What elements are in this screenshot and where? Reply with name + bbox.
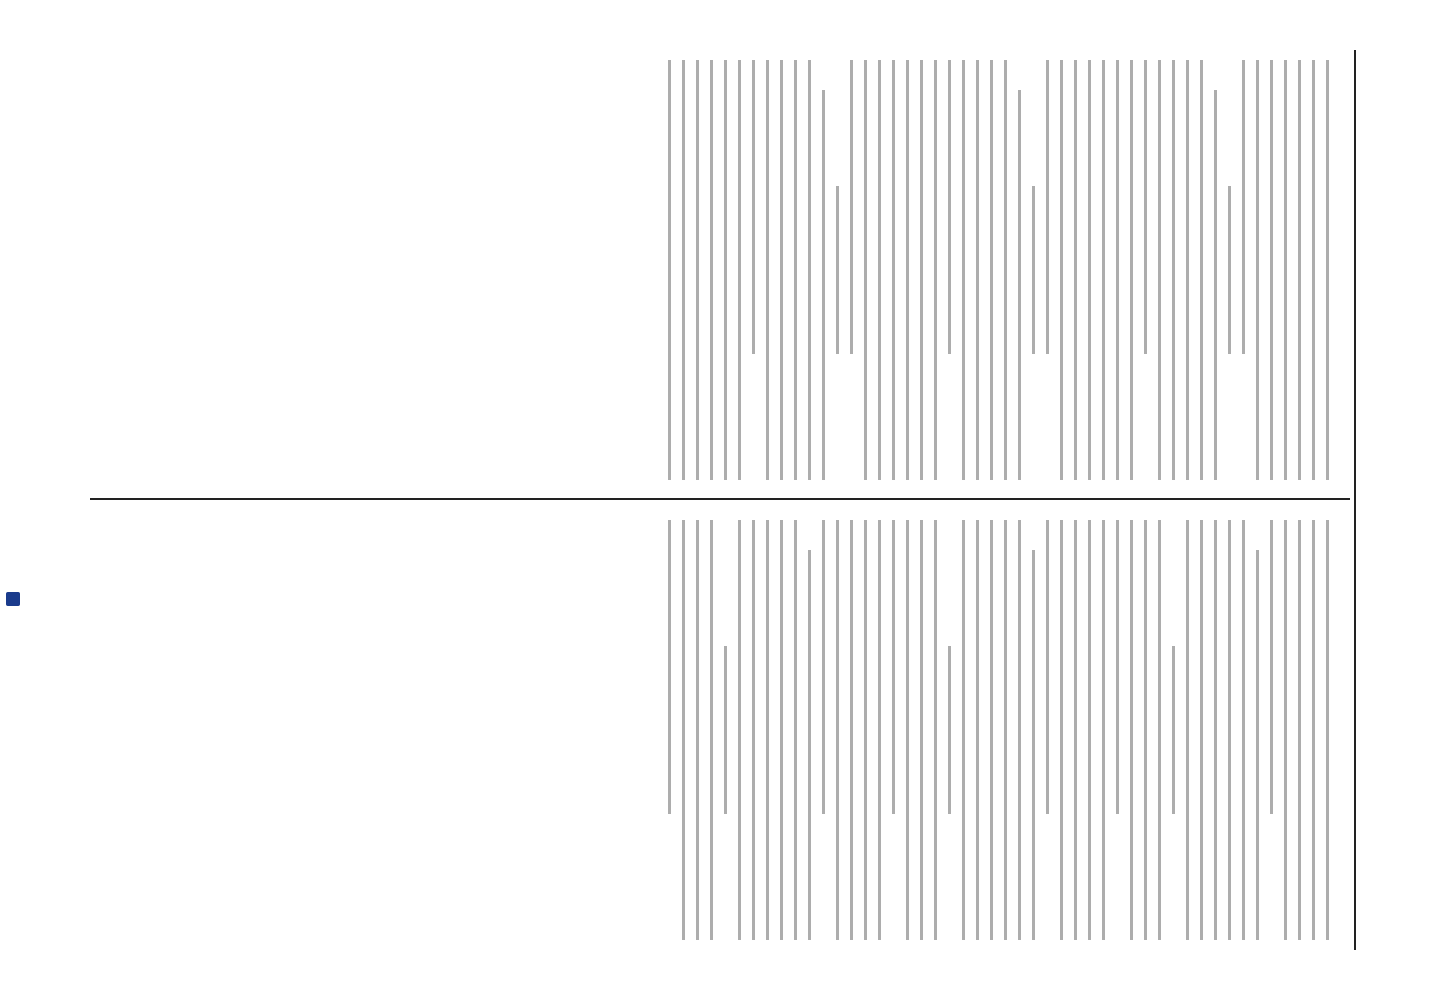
text-line bbox=[822, 90, 825, 480]
text-line bbox=[780, 520, 783, 940]
text-line bbox=[1074, 520, 1077, 940]
text-line bbox=[1172, 60, 1175, 480]
text-line bbox=[1200, 520, 1203, 940]
column-right-illegible-lines bbox=[668, 520, 1329, 940]
text-line bbox=[1032, 186, 1035, 354]
text-line bbox=[724, 60, 727, 480]
text-line bbox=[1228, 520, 1231, 940]
text-line bbox=[920, 520, 923, 940]
text-line bbox=[668, 60, 671, 480]
text-line bbox=[1116, 60, 1119, 480]
text-line bbox=[1116, 520, 1119, 814]
text-line bbox=[738, 520, 741, 940]
text-line bbox=[794, 60, 797, 480]
text-line bbox=[934, 520, 937, 940]
text-line bbox=[906, 60, 909, 480]
header-rule bbox=[1354, 50, 1356, 950]
text-line bbox=[1228, 186, 1231, 354]
text-line bbox=[1312, 520, 1315, 940]
text-line bbox=[990, 520, 993, 940]
text-line bbox=[1144, 520, 1147, 940]
text-line bbox=[1270, 520, 1273, 814]
text-line bbox=[1298, 60, 1301, 480]
text-line bbox=[878, 520, 881, 940]
text-line bbox=[794, 520, 797, 940]
text-line bbox=[948, 60, 951, 354]
text-column-left bbox=[90, 60, 1340, 480]
text-column-right bbox=[90, 520, 1340, 940]
text-line bbox=[696, 520, 699, 940]
text-line bbox=[1242, 60, 1245, 354]
text-line bbox=[1256, 550, 1259, 940]
text-line bbox=[1326, 520, 1329, 940]
text-line bbox=[1200, 60, 1203, 480]
text-line bbox=[808, 60, 811, 480]
text-line bbox=[1004, 520, 1007, 940]
text-line bbox=[1046, 520, 1049, 814]
text-line bbox=[962, 520, 965, 940]
text-line bbox=[976, 520, 979, 940]
column-left-illegible-lines bbox=[668, 60, 1329, 480]
text-line bbox=[1270, 60, 1273, 480]
text-line bbox=[1046, 60, 1049, 354]
text-line bbox=[752, 520, 755, 940]
text-line bbox=[1284, 60, 1287, 480]
text-line bbox=[836, 186, 839, 354]
text-line bbox=[682, 60, 685, 480]
text-line bbox=[836, 520, 839, 940]
text-line bbox=[1298, 520, 1301, 940]
text-line bbox=[1060, 520, 1063, 940]
text-line bbox=[864, 60, 867, 480]
text-line bbox=[1172, 646, 1175, 814]
text-line bbox=[976, 60, 979, 480]
text-line bbox=[1074, 60, 1077, 480]
scanned-page bbox=[70, 50, 1400, 950]
text-line bbox=[850, 60, 853, 354]
text-line bbox=[1312, 60, 1315, 480]
text-line bbox=[948, 646, 951, 814]
text-line bbox=[906, 520, 909, 940]
text-line bbox=[1158, 60, 1161, 480]
text-line bbox=[920, 60, 923, 480]
text-line bbox=[822, 520, 825, 814]
text-line bbox=[892, 520, 895, 814]
text-line bbox=[1004, 60, 1007, 480]
text-line bbox=[1102, 520, 1105, 940]
text-line bbox=[864, 520, 867, 940]
text-line bbox=[1242, 520, 1245, 940]
text-line bbox=[1060, 60, 1063, 480]
text-line bbox=[780, 60, 783, 480]
text-line bbox=[668, 520, 671, 814]
text-line bbox=[724, 646, 727, 814]
column-divider bbox=[90, 498, 1350, 500]
text-line bbox=[934, 60, 937, 480]
text-line bbox=[766, 60, 769, 480]
text-line bbox=[1144, 60, 1147, 354]
text-line bbox=[710, 60, 713, 480]
text-line bbox=[962, 60, 965, 480]
text-line bbox=[1214, 90, 1217, 480]
text-line bbox=[1088, 520, 1091, 940]
text-line bbox=[1326, 60, 1329, 480]
text-line bbox=[1032, 550, 1035, 940]
text-line bbox=[1256, 60, 1259, 480]
text-line bbox=[1214, 520, 1217, 940]
page-header bbox=[1360, 50, 1400, 950]
text-line bbox=[1186, 60, 1189, 480]
text-line bbox=[892, 60, 895, 480]
text-line bbox=[1284, 520, 1287, 940]
text-line bbox=[682, 520, 685, 940]
text-line bbox=[738, 60, 741, 480]
text-line bbox=[766, 520, 769, 940]
text-line bbox=[1130, 520, 1133, 940]
dfg-logo-icon bbox=[6, 592, 20, 606]
text-line bbox=[1102, 60, 1105, 480]
text-line bbox=[1158, 520, 1161, 940]
footer bbox=[4, 610, 24, 1000]
text-line bbox=[808, 550, 811, 940]
text-line bbox=[878, 60, 881, 480]
text-line bbox=[1186, 520, 1189, 940]
text-line bbox=[710, 520, 713, 940]
text-line bbox=[1018, 520, 1021, 940]
text-line bbox=[990, 60, 993, 480]
text-line bbox=[1018, 90, 1021, 480]
text-line bbox=[1130, 60, 1133, 480]
text-line bbox=[752, 60, 755, 354]
text-line bbox=[850, 520, 853, 940]
text-line bbox=[696, 60, 699, 480]
text-line bbox=[1088, 60, 1091, 480]
